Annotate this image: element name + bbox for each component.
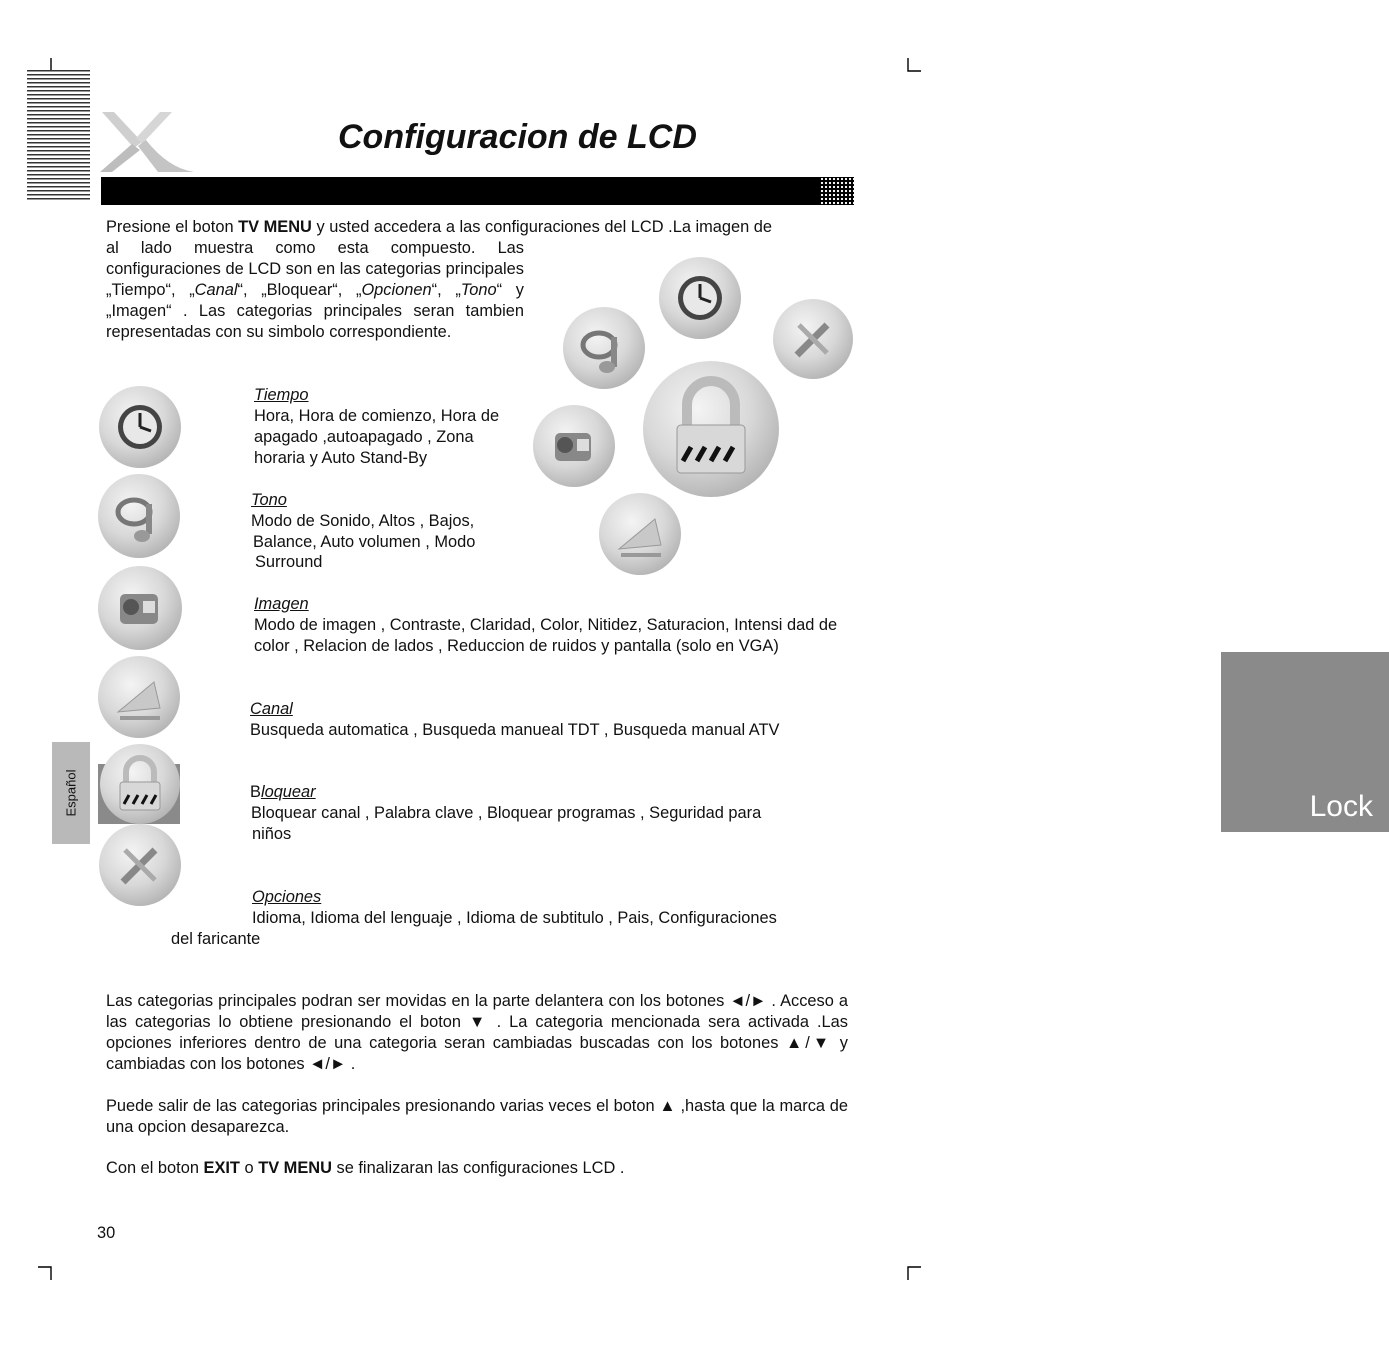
opciones-desc-1: Idioma, Idioma del lenguaje , Idioma de subtitulo , Pais, Configuraciones <box>252 909 777 927</box>
collage-channel-icon <box>599 493 681 575</box>
bloquear-desc-2: niños <box>252 825 292 843</box>
tiempo-clock-icon <box>99 386 181 468</box>
canal-desc: Busqueda automatica , Busqueda manueal TDT , Busqueda manual ATV <box>250 721 780 739</box>
crop-mark-top-right <box>907 58 921 72</box>
tono-desc-2: Balance, Auto volumen , Modo <box>253 533 476 551</box>
lock-label: Lock <box>1309 790 1373 823</box>
x-logo <box>98 108 196 176</box>
collage-sound-icon <box>563 307 645 389</box>
header-stripes <box>27 70 90 200</box>
collage-camera-icon <box>533 405 615 487</box>
tv-menu-term: TV MENU <box>238 218 312 236</box>
imagen-camera-icon <box>98 566 182 650</box>
title-bar <box>101 177 854 205</box>
bloquear-lock-icon <box>100 744 180 824</box>
intro-paragraph: al lado muestra como esta compuesto. Las configuraciones de LCD son en las categorias principales „Tiempo“, „Canal“, „Bloquear“, „Opcionen“, „Tono“ y „Imagen“ . Las categorias principales seran tambien representadas con su simbolo correspondiente. <box>106 239 524 341</box>
page-title: Configuracion de LCD <box>338 118 697 156</box>
canal-title: Canal <box>250 700 293 718</box>
tiempo-title: Tiempo <box>254 386 309 404</box>
collage-clock-icon <box>659 257 741 339</box>
collage-lock-icon <box>643 361 779 497</box>
tono-desc-1: Modo de Sonido, Altos , Bajos, <box>251 512 475 530</box>
tono-sound-icon <box>98 474 180 558</box>
opciones-desc-2: del faricante <box>171 930 261 948</box>
bloquear-desc-1: Bloquear canal , Palabra clave , Bloquear programas , Seguridad para <box>251 804 762 822</box>
tv-menu-term-2: TV MENU <box>258 1159 332 1177</box>
finish-paragraph: Con el boton EXIT o TV MENU se finalizaran las configuraciones LCD . <box>106 1159 625 1177</box>
imagen-title: Imagen <box>254 595 309 613</box>
tono-title: Tono <box>251 491 287 509</box>
intro-line-1: Presione el boton TV MENU y usted accedera a las configuraciones del LCD .La imagen de <box>106 218 773 236</box>
language-tab <box>52 742 90 844</box>
exit-term: EXIT <box>203 1159 240 1177</box>
bloquear-title: Bloquear <box>250 783 316 801</box>
tiempo-desc: Hora, Hora de comienzo, Hora de apagado ,autoapagado , Zona horaria y Auto Stand-By <box>254 407 500 467</box>
language-tab-label: Español <box>63 769 79 817</box>
lock-panel <box>1221 652 1389 832</box>
page-number: 30 <box>97 1224 116 1242</box>
opciones-tools-icon <box>99 824 181 906</box>
exit-categories-paragraph: Puede salir de las categorias principales presionando varias veces el boton ▲ ,hasta que la marca de una opcion desaparezca. <box>106 1097 848 1136</box>
title-bar-dots <box>820 177 854 205</box>
collage-tools-icon <box>773 299 853 379</box>
navigation-paragraph: Las categorias principales podran ser movidas en la parte delantera con los botones ◄/► . Acceso a las categorias lo obtiene presionando el boton ▼ . La categoria mencionada sera activada .Las opciones inferiores dentro de una categoria seran cambiadas buscadas con los botones ▲/▼ y cambiadas con los botones ◄/► . <box>106 992 848 1073</box>
crop-mark-bottom-left <box>38 1266 52 1280</box>
opciones-title: Opciones <box>252 888 322 906</box>
crop-mark-bottom-right <box>907 1266 921 1280</box>
canal-channel-icon <box>98 656 180 738</box>
tono-desc-3: Surround <box>255 553 323 571</box>
imagen-desc: Modo de imagen , Contraste, Claridad, Color, Nitidez, Saturacion, Intensi dad de color , Relacion de lados , Reduccion de ruidos y pantalla (solo en VGA) <box>254 616 838 655</box>
